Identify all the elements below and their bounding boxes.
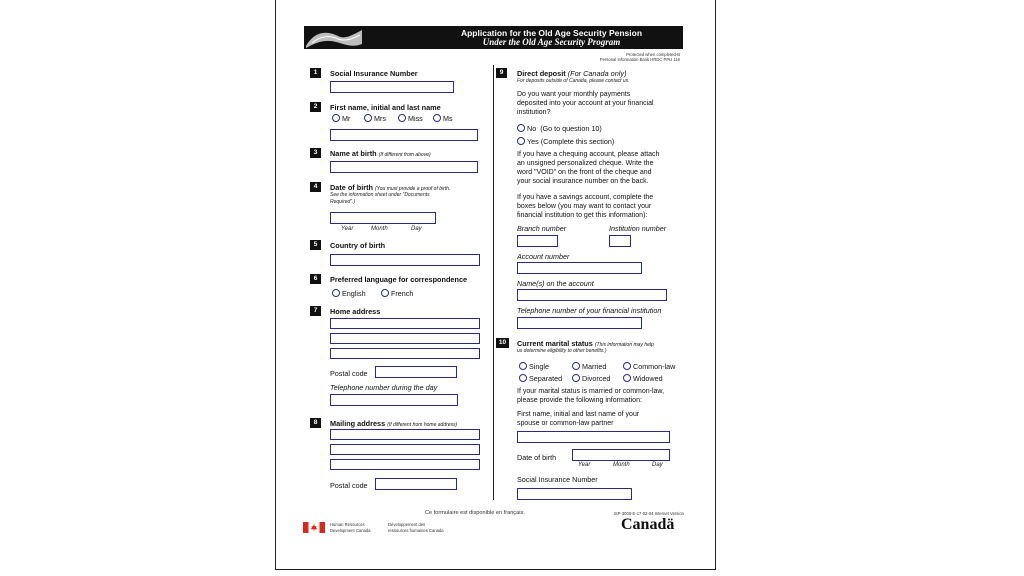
french-availability-note: Ce formulaire est disponible en français. — [425, 510, 525, 516]
info-bank-note: Personal Information Bank HRDC PPU 116 — [599, 57, 680, 62]
form-header — [304, 26, 683, 49]
spouse-name-label-line2: spouse or common-law partner — [517, 420, 614, 427]
direct-deposit-label: Direct deposit (For Canada only) — [517, 69, 627, 78]
institution-number-label: Institution number — [609, 224, 667, 233]
country-label: Country of birth — [330, 241, 386, 250]
flag-decoration-icon — [304, 26, 364, 49]
deposit-question-line2: deposited into your account at your financial — [517, 100, 654, 107]
question-number-1: 1 — [310, 68, 321, 78]
savings-line2: boxes below (you may want to contact your — [517, 203, 652, 210]
mailing-address-line3[interactable] — [330, 459, 480, 470]
language-english-radio[interactable]: English — [332, 289, 366, 298]
spouse-sin-input[interactable] — [517, 488, 632, 500]
home-address-line2[interactable] — [330, 333, 480, 344]
question-number-8: 8 — [310, 418, 321, 428]
form-title: Application for the Old Age Security Pension — [460, 28, 643, 38]
spouse-dob-input[interactable] — [572, 449, 670, 461]
question-number-7: 7 — [310, 306, 321, 316]
hrdc-english-line1: Human Resources — [330, 522, 365, 527]
column-divider — [493, 65, 494, 500]
chequing-line3: word "VOID" on the front of the cheque and — [517, 169, 652, 176]
marital-status-label: Current marital status (This information may help — [517, 339, 654, 348]
language-french-radio[interactable]: French — [381, 289, 413, 298]
dob-label: Date of birth (You must provide a proof of birth. — [330, 183, 451, 192]
institution-phone-label: Telephone number of your financial institution — [517, 306, 662, 315]
dob-month-label: Month — [371, 226, 388, 232]
deposit-yes-radio[interactable]: Yes (Complete this section) — [517, 137, 614, 146]
spouse-dob-year-label: Year — [578, 462, 591, 468]
country-input[interactable] — [330, 254, 480, 266]
home-address-line1[interactable] — [330, 318, 480, 329]
marital-married-radio[interactable]: Married — [572, 362, 606, 371]
sin-label: Social Insurance Number — [330, 69, 418, 78]
mailing-address-line1[interactable] — [330, 429, 480, 440]
marital-para-line2: please provide the following information: — [517, 397, 642, 404]
account-names-label: Name(s) on the account — [517, 279, 594, 288]
chequing-line2: an unsigned personalized cheque. Write the — [517, 160, 654, 167]
dob-year-label: Year — [341, 226, 354, 232]
home-postal-input[interactable] — [375, 366, 457, 378]
hrdc-french-line2: ressources humaines Canada — [388, 528, 444, 533]
language-label: Preferred language for correspondence — [330, 275, 468, 284]
mailing-address-label: Mailing address (If different from home address) — [330, 419, 458, 428]
home-postal-label: Postal code — [330, 369, 368, 378]
savings-line1: If you have a savings account, complete the — [517, 194, 654, 201]
mailing-address-line2[interactable] — [330, 444, 480, 455]
institution-number-input[interactable] — [609, 235, 631, 247]
marital-widowed-radio[interactable]: Widowed — [623, 374, 663, 383]
form-id: ISP-3000-E-17-02-04 Internet Version — [613, 511, 684, 516]
chequing-line4: your social insurance number on the back. — [517, 178, 649, 185]
spouse-dob-day-label: Day — [652, 462, 663, 468]
home-address-line3[interactable] — [330, 348, 480, 359]
mailing-postal-input[interactable] — [375, 478, 457, 490]
spouse-name-label-line1: First name, initial and last name of your — [517, 411, 640, 418]
question-number-10: 10 — [496, 338, 509, 348]
title-ms-radio[interactable]: Ms — [433, 114, 453, 123]
question-number-3: 3 — [310, 148, 321, 158]
canada-wordmark: Canadä — [621, 516, 675, 533]
form-subtitle: Under the Old Age Security Program — [482, 37, 621, 47]
account-number-input[interactable] — [517, 262, 642, 274]
hrdc-english-line2: Development Canada — [330, 528, 371, 533]
title-mr-radio[interactable]: Mr — [332, 114, 350, 123]
birth-name-input[interactable] — [330, 161, 478, 173]
title-mrs-radio[interactable]: Mrs — [364, 114, 386, 123]
chequing-line1: If you have a chequing account, please attach — [517, 151, 660, 158]
full-name-input[interactable] — [330, 129, 478, 141]
mailing-postal-label: Postal code — [330, 481, 368, 490]
marital-divorced-radio[interactable]: Divorced — [572, 374, 610, 383]
branch-number-label: Branch number — [517, 224, 567, 233]
question-number-9: 9 — [496, 68, 507, 78]
dob-input[interactable] — [330, 212, 436, 224]
deposit-question-line3: institution? — [517, 109, 551, 116]
marital-para-line1: If your marital status is married or common-law, — [517, 388, 665, 395]
spouse-dob-month-label: Month — [613, 462, 630, 468]
deposit-no-radio[interactable]: No (Go to question 10) — [517, 124, 602, 133]
question-number-2: 2 — [310, 102, 321, 112]
name-label: First name, initial and last name — [330, 103, 441, 112]
deposit-question-line1: Do you want your monthly payments — [517, 91, 631, 98]
marital-status-note: us determine eligibility to other benefits.) — [517, 348, 607, 354]
sin-input[interactable] — [330, 81, 454, 93]
day-phone-label: Telephone number during the day — [330, 383, 438, 392]
marital-separated-radio[interactable]: Separated — [519, 374, 562, 383]
title-miss-radio[interactable]: Miss — [398, 114, 423, 123]
spouse-name-input[interactable] — [517, 431, 670, 443]
account-number-label: Account number — [517, 252, 570, 261]
home-address-label: Home address — [330, 307, 381, 316]
question-number-6: 6 — [310, 274, 321, 284]
day-phone-input[interactable] — [330, 394, 458, 406]
hrdc-french-line1: Développement des — [388, 522, 426, 527]
savings-line3: financial institution to get this information): — [517, 212, 648, 219]
dob-note-line2: See the information sheet under "Documents — [330, 192, 430, 198]
branch-number-input[interactable] — [517, 235, 558, 247]
question-number-4: 4 — [310, 182, 321, 192]
dob-note-line3: Required".) — [330, 199, 356, 205]
direct-deposit-note: For deposits outside of Canada, please contact us. — [517, 78, 630, 84]
question-number-5: 5 — [310, 240, 321, 250]
canada-flag-icon — [303, 522, 325, 533]
spouse-dob-label: Date of birth — [517, 453, 557, 462]
marital-common-law-radio[interactable]: Common-law — [623, 362, 675, 371]
spouse-sin-label: Social Insurance Number — [517, 475, 598, 484]
protected-note: Protected when completed-B — [626, 52, 680, 57]
birth-name-label: Name at birth (If different from above) — [330, 149, 431, 158]
marital-single-radio[interactable]: Single — [519, 362, 549, 371]
institution-phone-input[interactable] — [517, 317, 642, 329]
dob-day-label: Day — [411, 226, 422, 232]
account-names-input[interactable] — [517, 289, 667, 301]
